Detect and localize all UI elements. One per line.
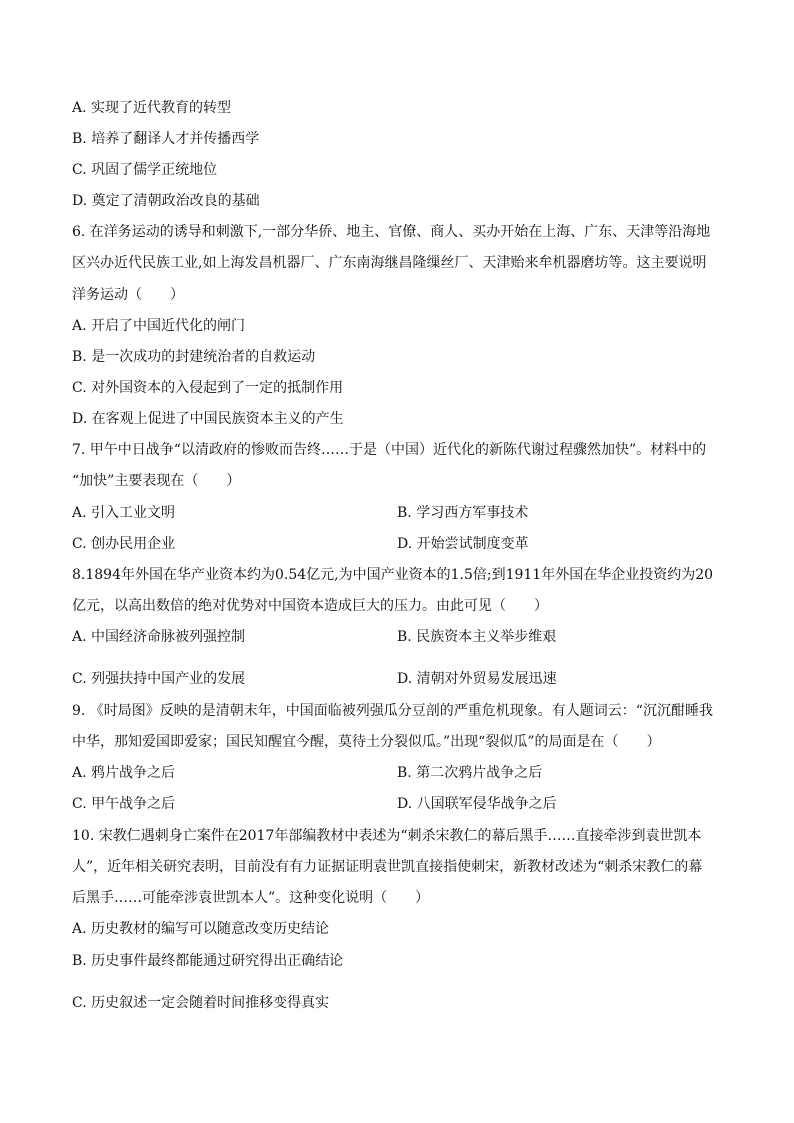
q6-stem-line1: 6. 在洋务运动的诱导和刺激下,一部分华侨、地主、官僚、商人、买办开始在上海、广东、天津等沿海地 <box>72 224 711 240</box>
q10-stem-line1: 10. 宋教仁遇刺身亡案件在2017年部编教材中表述为“刺杀宋教仁的幕后黑手……直接牵涉到袁世凯本 <box>72 828 702 844</box>
q6-option-d: D. 在客观上促进了中国民族资本主义的产生 <box>72 411 344 427</box>
q10-stem-line2: 人”，近年相关研究表明，目前没有有力证据证明袁世凯直接指使刺宋，新教材改述为“刺杀宋教仁的幕 <box>72 859 703 875</box>
q6-stem-line2: 区兴办近代民族工业,如上海发昌机器厂、广东南海继昌隆缫丝厂、天津贻来牟机器磨坊等。这主要说明 <box>72 255 707 271</box>
q10-option-c: C. 历史叙述一定会随着时间推移变得真实 <box>72 995 330 1011</box>
q8-option-c: C. 列强扶持中国产业的发展 <box>72 671 246 687</box>
q9-option-b: B. 第二次鸦片战争之后 <box>397 765 543 781</box>
q6-option-a: A. 开启了中国近代化的闸门 <box>72 318 246 334</box>
q8-option-b: B. 民族资本主义举步维艰 <box>397 629 557 645</box>
q7-option-b: B. 学习西方军事技术 <box>397 505 529 521</box>
q9-option-a: A. 鸦片战争之后 <box>72 765 176 781</box>
q5-option-b: B. 培养了翻译人才并传播西学 <box>72 131 260 147</box>
q8-option-d: D. 清朝对外贸易发展迅速 <box>397 671 557 687</box>
q5-option-c: C. 巩固了儒学正统地位 <box>72 162 218 178</box>
q8-stem-line1: 8.1894年外国在华产业资本约为0.54亿元,为中国产业资本的1.5倍;到1911年外国在华企业投资约为20 <box>72 567 714 583</box>
q7-option-d: D. 开始尝试制度变革 <box>397 536 529 552</box>
q7-stem-line2: “加快”主要表现在（ ） <box>72 473 241 489</box>
q10-option-b: B. 历史事件最终都能通过研究得出正确结论 <box>72 953 344 969</box>
q7-option-c: C. 创办民用企业 <box>72 536 176 552</box>
q5-option-d: D. 奠定了清朝政治改良的基础 <box>72 193 260 209</box>
q8-stem-line2: 亿元，以高出数倍的绝对优势对中国资本造成巨大的压力。由此可见（ ） <box>72 598 548 614</box>
q6-stem-line3: 洋务运动（ ） <box>72 287 184 303</box>
q6-option-c: C. 对外国资本的入侵起到了一定的抵制作用 <box>72 380 344 396</box>
q9-stem-line1: 9. 《时局图》反映的是清朝末年，中国面临被列强瓜分豆剖的严重危机现象。有人题词云：“沉沉酣睡我 <box>72 703 713 719</box>
q10-option-a: A. 历史教材的编写可以随意改变历史结论 <box>72 921 330 937</box>
q6-option-b: B. 是一次成功的封建统治者的自救运动 <box>72 349 316 365</box>
q9-option-d: D. 八国联军侵华战争之后 <box>397 796 557 812</box>
q7-stem-line1: 7. 甲午中日战争“以清政府的惨败而告终……于是（中国）近代化的新陈代谢过程骤然加快”。材料中的 <box>72 442 707 458</box>
q9-option-c: C. 甲午战争之后 <box>72 796 176 812</box>
q7-option-a: A. 引入工业文明 <box>72 505 176 521</box>
q5-option-a: A. 实现了近代教育的转型 <box>72 100 232 116</box>
q8-option-a: A. 中国经济命脉被列强控制 <box>72 629 246 645</box>
q10-stem-line3: 后黑手……可能牵涉袁世凯本人”。这种变化说明（ ） <box>72 890 430 906</box>
q9-stem-line2: 中华，那知爱国即爱家；国民知醒宜今醒，莫待土分裂似瓜。”出现“裂似瓜”的局面是在（ ） <box>72 734 661 750</box>
